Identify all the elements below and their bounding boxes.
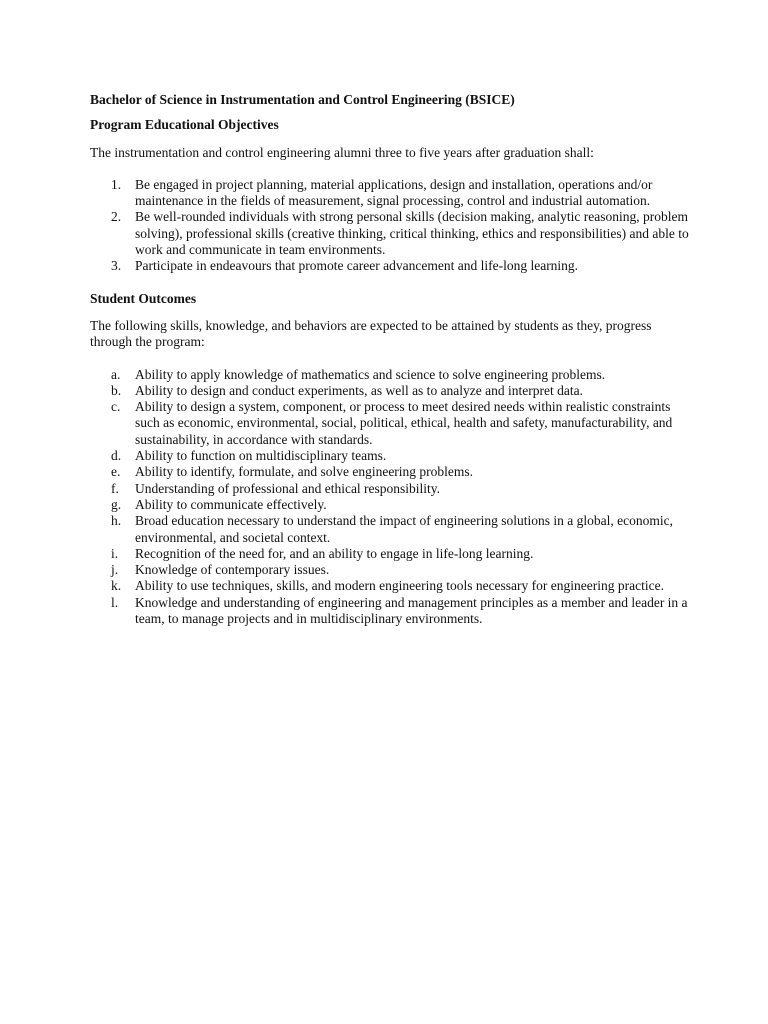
peo-heading: Program Educational Objectives	[90, 117, 279, 133]
peo-list	[90, 177, 690, 275]
list-marker: a.	[111, 366, 121, 382]
list-item	[90, 399, 690, 448]
list-marker: b.	[111, 382, 122, 398]
list-marker: i.	[111, 545, 119, 561]
list-marker: l.	[111, 594, 119, 610]
list-marker: e.	[111, 464, 121, 480]
list-item	[90, 481, 690, 497]
list-item	[90, 578, 690, 594]
list-item	[90, 258, 690, 274]
list-item-text: Ability to identify, formulate, and solve engineering problems.	[135, 464, 474, 480]
list-item-text: Be engaged in project planning, material applications, design and installation, operations and/or maintenance in the fields of measurement, signal processing, control and industrial automation.	[135, 176, 653, 209]
list-item	[90, 497, 690, 513]
list-item-text: Ability to communicate effectively.	[135, 496, 327, 512]
list-item-text: Broad education necessary to understand the impact of engineering solutions in a global, economic, environmental, and societal context.	[135, 513, 673, 545]
list-item-text: Be well-rounded individuals with strong personal skills (decision making, analytic reasoning, problem solving), professional skills (creative thinking, critical thinking, ethics and responsibilities) and able to work and communicate in team environments.	[135, 209, 689, 258]
list-marker: d.	[111, 448, 122, 464]
list-item-text: Ability to design a system, component, or process to meet desired needs within realistic constraints such as economic, environmental, social, political, ethical, health and safety, manufacturability, and sustainability, in accordance with standards.	[135, 399, 673, 447]
list-item-text: Knowledge of contemporary issues.	[135, 562, 330, 578]
list-item-text: Recognition of the need for, and an ability to engage in life-long learning.	[135, 545, 534, 561]
document-title: Bachelor of Science in Instrumentation and Control Engineering (BSICE)	[90, 92, 515, 107]
outcomes-list	[90, 367, 690, 628]
list-marker: j.	[111, 562, 119, 578]
list-item	[90, 383, 690, 399]
outcomes-heading: Student Outcomes	[90, 290, 197, 306]
list-item-text: Ability to use techniques, skills, and modern engineering tools necessary for engineering practice.	[135, 578, 664, 594]
list-item	[90, 546, 690, 562]
list-item	[90, 209, 690, 258]
list-marker: h.	[111, 513, 122, 529]
list-item	[90, 513, 690, 546]
peo-intro: The instrumentation and control engineering alumni three to five years after graduation shall:	[90, 144, 594, 160]
list-marker: k.	[111, 578, 122, 594]
list-item	[90, 562, 690, 578]
list-item-text: Ability to design and conduct experiments, as well as to analyze and interpret data.	[135, 382, 583, 398]
list-item	[90, 448, 690, 464]
list-marker: c.	[111, 399, 121, 415]
list-item	[90, 464, 690, 480]
list-item-text: Knowledge and understanding of engineering and management principles as a member and leader in a team, to manage projects and in multidisciplinary environments.	[135, 594, 688, 627]
list-item	[90, 367, 690, 383]
outcomes-intro: The following skills, knowledge, and behaviors are expected to be attained by students as they, progress through the program:	[90, 317, 652, 350]
list-item	[90, 595, 690, 628]
document-page	[90, 92, 690, 643]
list-item-text: Participate in endeavours that promote career advancement and life-long learning.	[135, 258, 579, 274]
list-marker: 1.	[111, 176, 122, 192]
list-item-text: Ability to apply knowledge of mathematics and science to solve engineering problems.	[135, 366, 606, 382]
list-item	[90, 177, 690, 210]
list-marker: g.	[111, 496, 122, 512]
list-item-text: Ability to function on multidisciplinary teams.	[135, 448, 387, 464]
list-marker: 2.	[111, 209, 122, 225]
list-marker: f.	[111, 480, 119, 496]
list-marker: 3.	[111, 258, 122, 274]
list-item-text: Understanding of professional and ethical responsibility.	[135, 480, 441, 496]
